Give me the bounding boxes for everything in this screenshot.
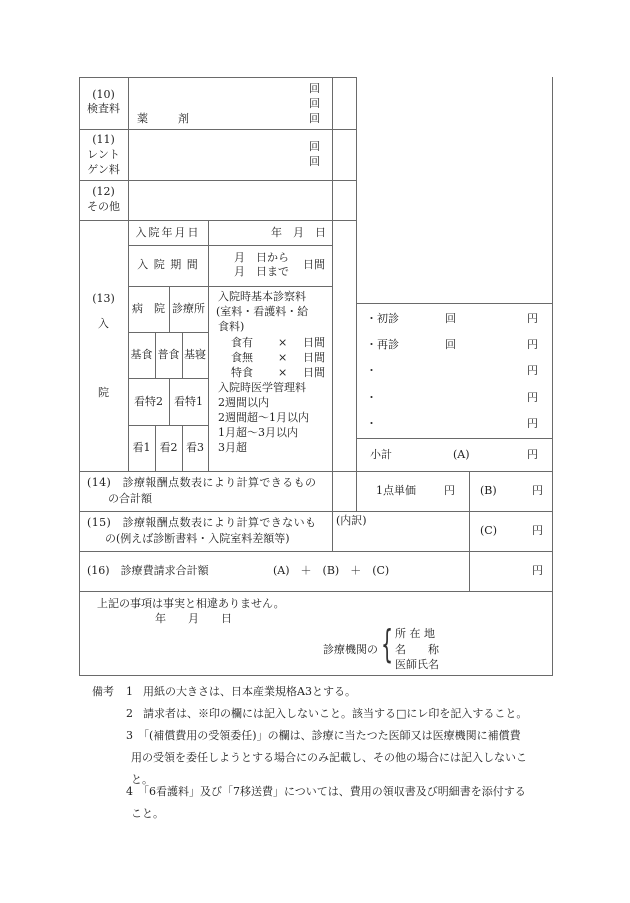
row-15-text-2: の(例えば診断書料・入院室料差額等): [105, 532, 290, 545]
row-11-label: レント: [87, 148, 120, 161]
note-text: 用紙の大きさは、日本産業規格A3とする。: [143, 685, 356, 698]
meal-normal-label: 普食: [157, 348, 180, 361]
right-item-yen: 円: [527, 338, 538, 351]
right-box-top: [356, 303, 553, 304]
border-right: [552, 77, 553, 675]
mgmt-item: 2週間以内: [218, 396, 269, 409]
label-col-line: [128, 77, 129, 471]
meal-basic-label: 基食: [130, 348, 153, 361]
subtotal-line: [356, 438, 553, 439]
subtotal-label: 小計: [370, 448, 392, 461]
row-line: [128, 332, 208, 333]
period-to: 月 日まで: [234, 265, 289, 278]
row-13-label-top: 入: [98, 317, 109, 330]
admission-date-label: 入院年月日: [135, 226, 201, 239]
grand-total-yen: 円: [532, 564, 543, 577]
nurse-special-1: 看特1: [174, 395, 203, 408]
note-text: 請求者は、※印の欄には記入しないこと。該当する□にレ印を記入すること。: [143, 707, 528, 720]
institution-prefix: 診療機関の: [323, 643, 378, 656]
drug-label-2: 剤: [178, 112, 189, 125]
declaration-date: 年 月 日: [155, 612, 232, 625]
right-item-times: 回: [445, 312, 456, 325]
doctor-name-label: 医師氏名: [395, 658, 439, 671]
meal-unit: 日間: [303, 366, 325, 379]
row-13-number: (13): [92, 292, 115, 305]
total-b-yen: 円: [532, 484, 543, 497]
period-label: 入 院 期 間: [137, 258, 199, 271]
meal-times: ×: [278, 366, 288, 379]
col-line-208: [208, 220, 209, 471]
note-text: 用の受領を委任しようとする場合にのみ記載し、その他の場合には記入しないこ: [131, 751, 527, 764]
unit-price-label: 1点単価: [376, 484, 416, 497]
note-text: こと。: [131, 807, 164, 820]
note-text: 「(補償費用の受領委任)」の欄は、診療に当たつた医師又は医療機関に補償費: [138, 729, 521, 742]
declaration-statement: 上記の事項は事実と相違ありません。: [97, 597, 285, 610]
row-12-number: (12): [92, 185, 115, 198]
note-number: 1: [126, 685, 133, 698]
unit-price-yen: 円: [444, 484, 455, 497]
right-item-label: ・再診: [366, 338, 399, 351]
right-item-label: ・: [366, 417, 377, 430]
row-11-number: (11): [92, 133, 115, 146]
basic-fee-detail: 食料): [218, 320, 245, 333]
right-item-times: 回: [445, 338, 456, 351]
clinic-label: 診療所: [172, 302, 205, 315]
row-10-number: (10): [92, 88, 115, 101]
row-line: [79, 511, 553, 512]
row-line: [79, 129, 357, 130]
meal-name: 食有: [231, 336, 253, 349]
mgmt-item: 1月超～3月以内: [218, 426, 298, 439]
drug-label: 薬: [137, 112, 148, 125]
right-item-label: ・: [366, 364, 377, 377]
breakdown-label: (内訳): [336, 514, 367, 527]
meal-times: ×: [278, 351, 288, 364]
notes-heading: 備考: [92, 685, 114, 698]
row-12-label: その他: [87, 200, 120, 213]
total-formula: (A) ＋ (B) ＋ (C): [273, 564, 390, 577]
mgmt-item: 2週間超～1月以内: [218, 411, 309, 424]
note-text: 「6看護料」及び「7移送費」については、費用の領収書及び明細書を添付する: [138, 785, 526, 798]
row-line: [79, 551, 553, 552]
times-label: 回: [309, 140, 320, 153]
right-item-yen: 円: [527, 417, 538, 430]
times-label: 回: [309, 155, 320, 168]
note-number: 3: [126, 729, 133, 742]
row-11-label: ゲン料: [87, 163, 120, 176]
row-14-text: (14) 診療報酬点数表により計算できるもの: [87, 476, 317, 489]
brace-icon: {: [381, 622, 394, 666]
col-line-332: [332, 77, 333, 551]
meal-name: 食無: [231, 351, 253, 364]
bed-basic-label: 基寝: [184, 348, 206, 361]
row-line: [79, 220, 357, 221]
period-days: 日間: [303, 258, 325, 271]
times-label: 回: [309, 112, 320, 125]
col-line-469: [469, 471, 470, 591]
row-line: [79, 591, 553, 592]
nurse-1: 看1: [132, 441, 151, 454]
institution-address-label: 所 在 地: [395, 627, 435, 640]
subtotal-yen: 円: [527, 448, 538, 461]
total-b-mark: (B): [480, 484, 497, 497]
right-item-yen: 円: [527, 312, 538, 325]
meal-unit: 日間: [303, 351, 325, 364]
right-item-label: ・初診: [366, 312, 399, 325]
times-label: 回: [309, 82, 320, 95]
total-c-yen: 円: [532, 524, 543, 537]
period-from: 月 日から: [234, 251, 289, 264]
note-number: 2: [126, 707, 133, 720]
note-text: と。: [131, 773, 153, 786]
row-10-label: 検査料: [87, 102, 120, 115]
mgmt-item: 3月超: [218, 441, 247, 454]
basic-fee-detail: (室料・看護料・給: [216, 305, 309, 318]
meal-unit: 日間: [303, 336, 325, 349]
total-c-mark: (C): [480, 524, 497, 537]
row-13-label-bottom: 院: [98, 386, 109, 399]
row-16-text: (16) 診療費請求合計額: [87, 564, 209, 577]
right-item-label: ・: [366, 391, 377, 404]
nurse-2: 看2: [159, 441, 178, 454]
admission-date-value: 年 月 日: [271, 226, 326, 239]
border-bottom: [79, 675, 553, 676]
note-number: 4: [126, 785, 133, 798]
hospital-label: 病 院: [132, 302, 165, 315]
institution-name-label: 名 称: [395, 643, 439, 656]
meal-name: 特食: [231, 366, 253, 379]
right-item-yen: 円: [527, 364, 538, 377]
col-line-356: [356, 77, 357, 511]
row-line: [79, 471, 553, 472]
border-top: [79, 77, 357, 78]
meal-times: ×: [278, 336, 288, 349]
row-line: [79, 180, 357, 181]
row-line: [128, 425, 208, 426]
row-line: [128, 378, 208, 379]
row-line: [128, 245, 332, 246]
basic-fee-title: 入院時基本診察料: [218, 290, 306, 303]
right-item-yen: 円: [527, 391, 538, 404]
row-line: [128, 286, 332, 287]
times-label: 回: [309, 97, 320, 110]
mgmt-title: 入院時医学管理料: [218, 381, 306, 394]
nurse-special-2: 看特2: [134, 395, 163, 408]
nurse-3: 看3: [186, 441, 204, 454]
subtotal-mark: (A): [453, 448, 470, 461]
row-14-text-2: の合計額: [108, 492, 152, 505]
row-15-text: (15) 診療報酬点数表により計算できないも: [87, 516, 317, 529]
